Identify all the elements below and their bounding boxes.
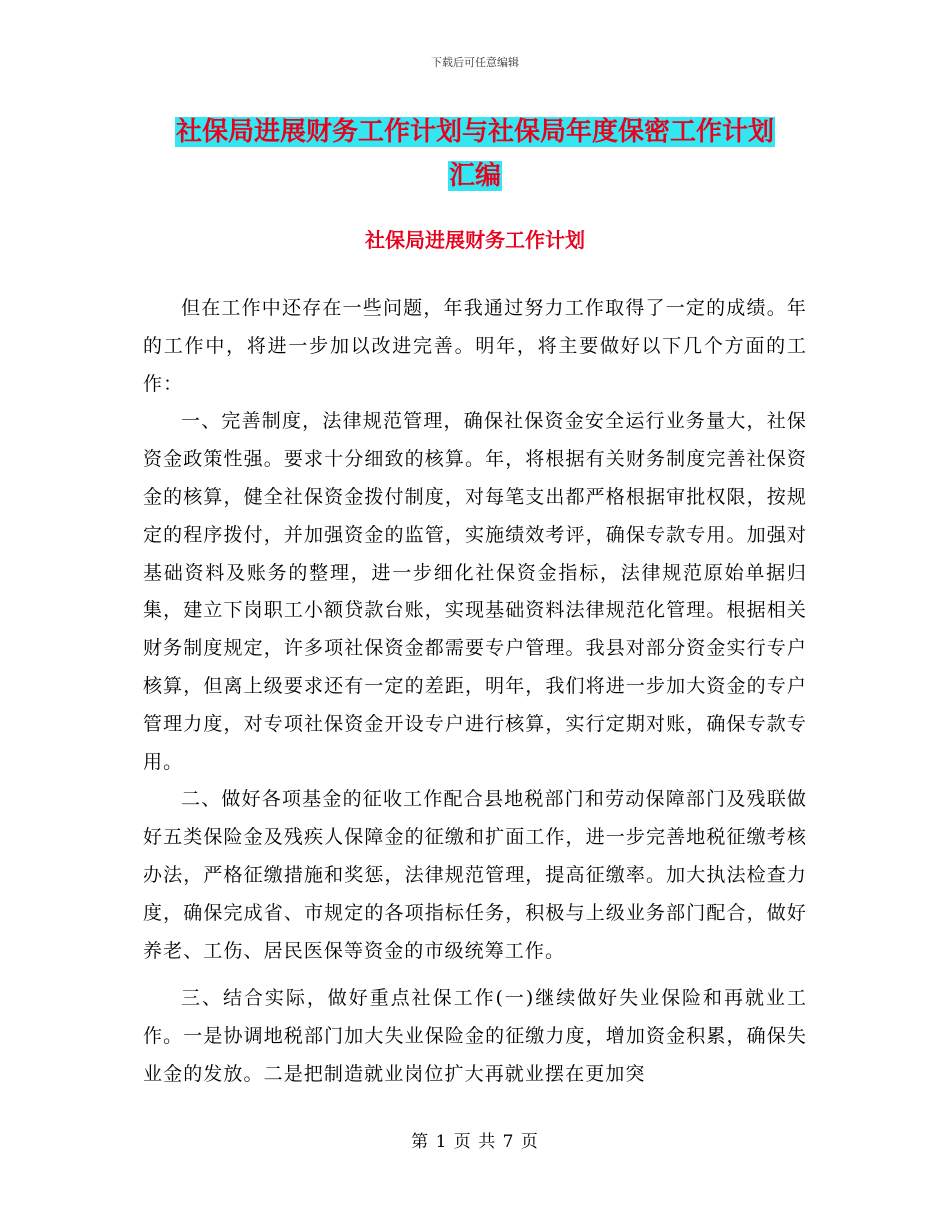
- paragraph-one: 一、完善制度，法律规范管理，确保社保资金安全运行业务量大，社保资金政策性强。要求十分细致的核算。年，将根据有关财务制度完善社保资金的核算，健全社保资金拨付制度，对每笔支出都严格根据审批权限，按规定的程序拨付，并加强资金的监管，实施绩效考评，确保专款专用。加强对基础资料及账务的整理，进一步细化社保资金指标，法律规范原始单据归集，建立下岗职工小额贷款台账，实现基础资料法律规范化管理。根据相关财务制度规定，许多项社保资金都需要专户管理。我县对部分资金实行专户核算，但离上级要求还有一定的差距，明年，我们将进一步加大资金的专户管理力度，对专项社保资金开设专户进行核算，实行定期对账，确保专款专用。: [143, 410, 807, 773]
- document-title: [140, 110, 810, 198]
- section-title: 社保局进展财务工作计划: [365, 228, 585, 252]
- header-note: 下载后可任意编辑: [431, 56, 519, 69]
- paragraph-intro: 但在工作中还存在一些问题，年我通过努力工作取得了一定的成绩。年的工作中，将进一步加以改进完善。明年，将主要做好以下几个方面的工作：: [143, 297, 807, 395]
- paragraph-two: 二、做好各项基金的征收工作配合县地税部门和劳动保障部门及残联做好五类保险金及残疾人保障金的征缴和扩面工作，进一步完善地税征缴考核办法，严格征缴措施和奖惩，法律规范管理，提高征缴率。加大执法检查力度，确保完成省、市规定的各项指标任务，积极与上级业务部门配合，做好养老、工伤、居民医保等资金的市级统筹工作。: [143, 788, 807, 962]
- document-title-line-2: 汇编: [448, 161, 501, 191]
- document-body: [143, 290, 807, 1094]
- paragraph-three: 三、结合实际，做好重点社保工作(一)继续做好失业保险和再就业工作。一是协调地税部门加大失业保险金的征缴力度，增加资金积累，确保失业金的发放。二是把制造就业岗位扩大再就业摆在更加突: [143, 987, 807, 1085]
- document-title-line-1: 社保局进展财务工作计划与社保局年度保密工作计划: [175, 117, 774, 147]
- page-footer: 第 1 页 共 7 页: [411, 1132, 539, 1152]
